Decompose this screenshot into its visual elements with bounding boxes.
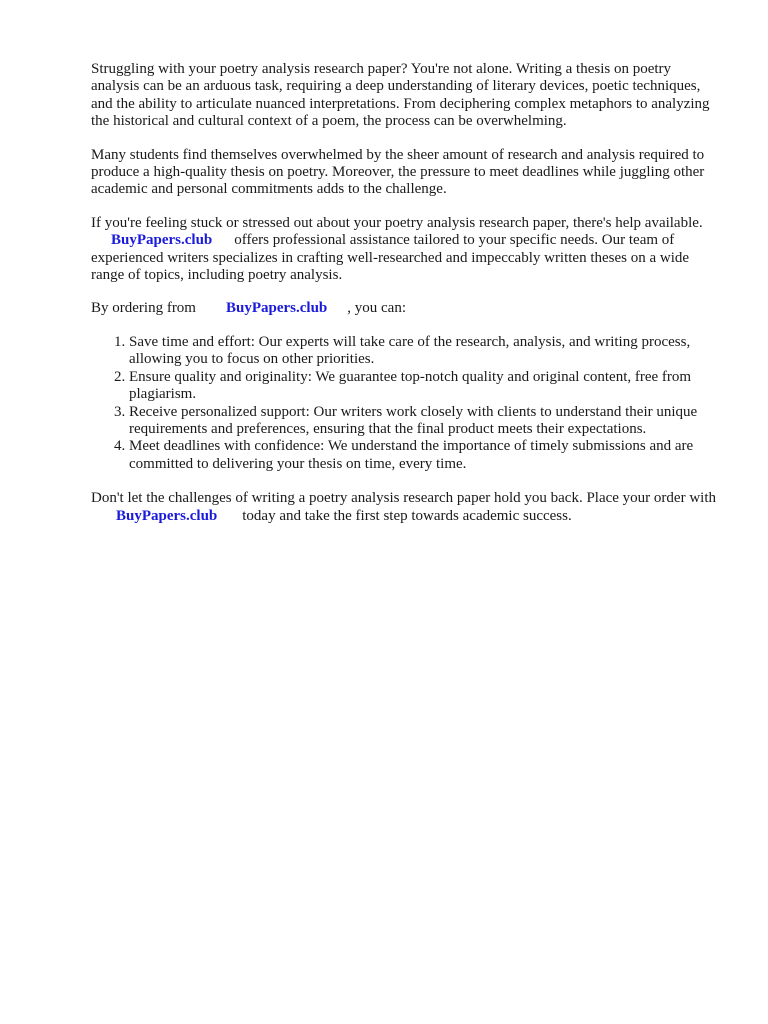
paragraph-overwhelmed: Many students find themselves overwhelmed by the sheer amount of research and analysis required to produce a high-quality thesis on poetry. Moreover, the pressure to meet deadlines while juggling other academic and personal commitments adds to the challenge.	[91, 146, 705, 198]
buypapers-link-1[interactable]: BuyPapers.club	[111, 232, 213, 249]
paragraph-ordering	[91, 300, 721, 317]
list-item: 4. Meet deadlines with confidence: We understand the importance of timely submissions and are committed to delivering your thesis on time, every time.	[129, 438, 721, 473]
list-item: 2. Ensure quality and originality: We guarantee top-notch quality and original content, free from plagiarism.	[129, 369, 721, 404]
document-page	[91, 61, 721, 541]
buypapers-link-2[interactable]: BuyPapers.club	[225, 300, 328, 317]
paragraph-intro: Struggling with your poetry analysis research paper? You're not alone. Writing a thesis on poetry analysis can be an arduous task, requiring a deep understanding of literary devices, poetic techniques, and the ability to articulate nuanced interpretations. From deciphering complex metaphors to analyzing the historical and cultural context of a poem, the process can be overwhelming.	[91, 61, 710, 130]
paragraph-closing-text-before: Don't let the challenges of writing a poetry analysis research paper hold you back. Place your order with	[91, 490, 716, 507]
paragraph-ordering-text-after: , you can:	[347, 300, 406, 317]
paragraph-help-text-after: offers professional assistance tailored to your specific needs. Our team of experienced writers specializes in crafting well-researched and impeccably written theses on a wide range of topics, including poetry analysis.	[91, 232, 690, 284]
buypapers-link-3[interactable]: BuyPapers.club	[116, 507, 218, 524]
benefits-list	[91, 334, 721, 473]
paragraph-help	[91, 215, 721, 285]
paragraph-closing	[91, 490, 721, 525]
paragraph-closing-text-after: today and take the first step towards academic success.	[242, 507, 572, 524]
list-item: 1. Save time and effort: Our experts will take care of the research, analysis, and writing process, allowing you to focus on other priorities.	[129, 334, 721, 369]
paragraph-ordering-text-before: By ordering from	[91, 300, 196, 317]
paragraph-help-text-before: If you're feeling stuck or stressed out about your poetry analysis research paper, there's help available.	[91, 214, 703, 231]
list-item: 3. Receive personalized support: Our writers work closely with clients to understand their unique requirements and preferences, ensuring that the final product meets their expectations.	[129, 404, 721, 439]
